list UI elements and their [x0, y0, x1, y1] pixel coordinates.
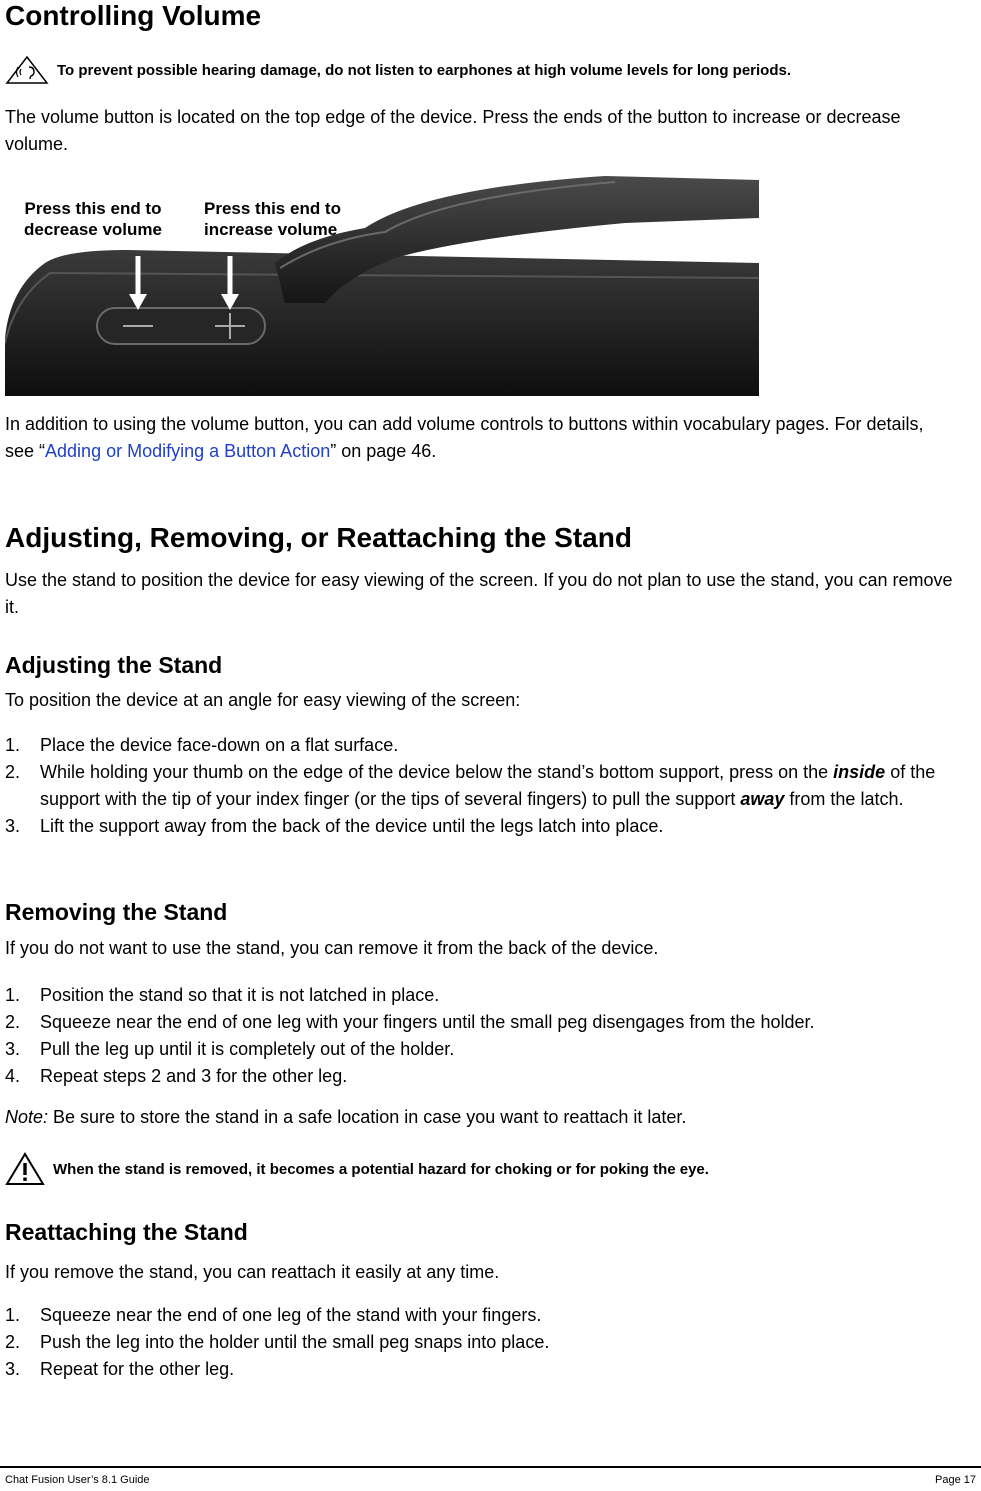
reattaching-intro: If you remove the stand, you can reattach it easily at any time. — [5, 1262, 500, 1282]
caution-icon — [5, 1152, 45, 1186]
step-text: Repeat for the other leg. — [40, 1359, 235, 1379]
step-text: While holding your thumb on the edge of the device below the stand’s bottom support, press on the — [40, 762, 834, 782]
hearing-warning-icon — [5, 55, 49, 85]
choking-warning-text: When the stand is removed, it becomes a potential hazard for choking or for poking the eye. — [53, 1160, 709, 1178]
step-text: Place the device face-down on a flat surface. — [40, 735, 399, 755]
note-label: Note: — [5, 1107, 49, 1127]
step-text: from the latch. — [784, 789, 904, 809]
list-item — [5, 1009, 980, 1036]
list-item — [5, 1329, 980, 1356]
step-text: Squeeze near the end of one leg of the stand with your fingers. — [40, 1305, 542, 1325]
caption-increase-line-2: increase volume — [204, 220, 338, 239]
hearing-warning-text: To prevent possible hearing damage, do not listen to earphones at high volume levels for long periods. — [57, 61, 792, 79]
adjusting-intro: To position the device at an angle for easy viewing of the screen: — [5, 690, 521, 710]
step-number: 3. — [5, 1359, 21, 1379]
reattaching-steps — [5, 1302, 980, 1383]
volume-paragraph-2-text: In addition to using the volume button, you can add volume controls to buttons within vocabulary pages. For details, see “ — [5, 414, 924, 461]
step-number: 1. — [5, 985, 21, 1005]
caption-decrease-line-2: decrease volume — [24, 220, 162, 239]
caption-decrease-line-1: Press this end to — [24, 199, 162, 218]
footer-guide-title: Chat Fusion User’s 8.1 Guide — [5, 1474, 150, 1486]
volume-paragraph-2 — [5, 411, 945, 465]
removing-note — [5, 1104, 965, 1131]
list-item — [5, 759, 980, 813]
list-item — [5, 1356, 980, 1383]
list-item — [5, 1063, 980, 1090]
volume-paragraph-2-suffix: ” on page 46. — [330, 441, 437, 461]
hearing-warning — [5, 55, 791, 85]
footer-divider — [0, 1466, 981, 1468]
adjusting-steps — [5, 732, 980, 840]
caption-increase-line-1: Press this end to — [204, 199, 341, 218]
step-number: 2. — [5, 1012, 21, 1032]
step-text: Position the stand so that it is not latched in place. — [40, 985, 440, 1005]
note-text: Be sure to store the stand in a safe location in case you want to reattach it later. — [48, 1107, 687, 1127]
step-number: 2. — [5, 762, 21, 782]
step-text: Pull the leg up until it is completely out of the holder. — [40, 1039, 455, 1059]
list-item — [5, 982, 980, 1009]
step-text: Squeeze near the end of one leg with your fingers until the small peg disengages from the holder. — [40, 1012, 815, 1032]
step-number: 1. — [5, 1305, 21, 1325]
step-emphasis: inside — [833, 762, 886, 782]
subsection-title-removing: Removing the Stand — [5, 899, 228, 925]
volume-button-photo — [5, 168, 759, 396]
section-title-stand: Adjusting, Removing, or Reattaching the Stand — [5, 522, 632, 553]
button-action-link[interactable]: Adding or Modifying a Button Action — [45, 441, 331, 461]
step-text: of the support with the tip of your index finger (or the tips of several fingers) to pull the support — [40, 762, 936, 809]
subsection-title-reattaching: Reattaching the Stand — [5, 1219, 248, 1245]
stand-intro: Use the stand to position the device for easy viewing of the screen. If you do not plan to use the stand, you can remove it. — [5, 570, 953, 617]
removing-steps — [5, 982, 980, 1090]
list-item — [5, 1036, 980, 1063]
choking-warning — [5, 1152, 709, 1186]
section-title-controlling-volume: Controlling Volume — [5, 0, 262, 31]
step-text: Repeat steps 2 and 3 for the other leg. — [40, 1066, 348, 1086]
volume-paragraph-1: The volume button is located on the top edge of the device. Press the ends of the button to increase or decrease volume. — [5, 107, 901, 154]
list-item — [5, 1302, 980, 1329]
step-number: 3. — [5, 1039, 21, 1059]
step-number: 2. — [5, 1332, 21, 1352]
removing-intro: If you do not want to use the stand, you can remove it from the back of the device. — [5, 938, 659, 958]
list-item — [5, 813, 980, 840]
step-number: 1. — [5, 735, 21, 755]
step-number: 4. — [5, 1066, 21, 1086]
step-emphasis: away — [740, 789, 785, 809]
step-text: Lift the support away from the back of the device until the legs latch into place. — [40, 816, 664, 836]
footer-page-number: Page 17 — [935, 1474, 976, 1486]
step-number: 3. — [5, 816, 21, 836]
subsection-title-adjusting: Adjusting the Stand — [5, 652, 223, 678]
list-item — [5, 732, 980, 759]
step-text: Push the leg into the holder until the small peg snaps into place. — [40, 1332, 550, 1352]
